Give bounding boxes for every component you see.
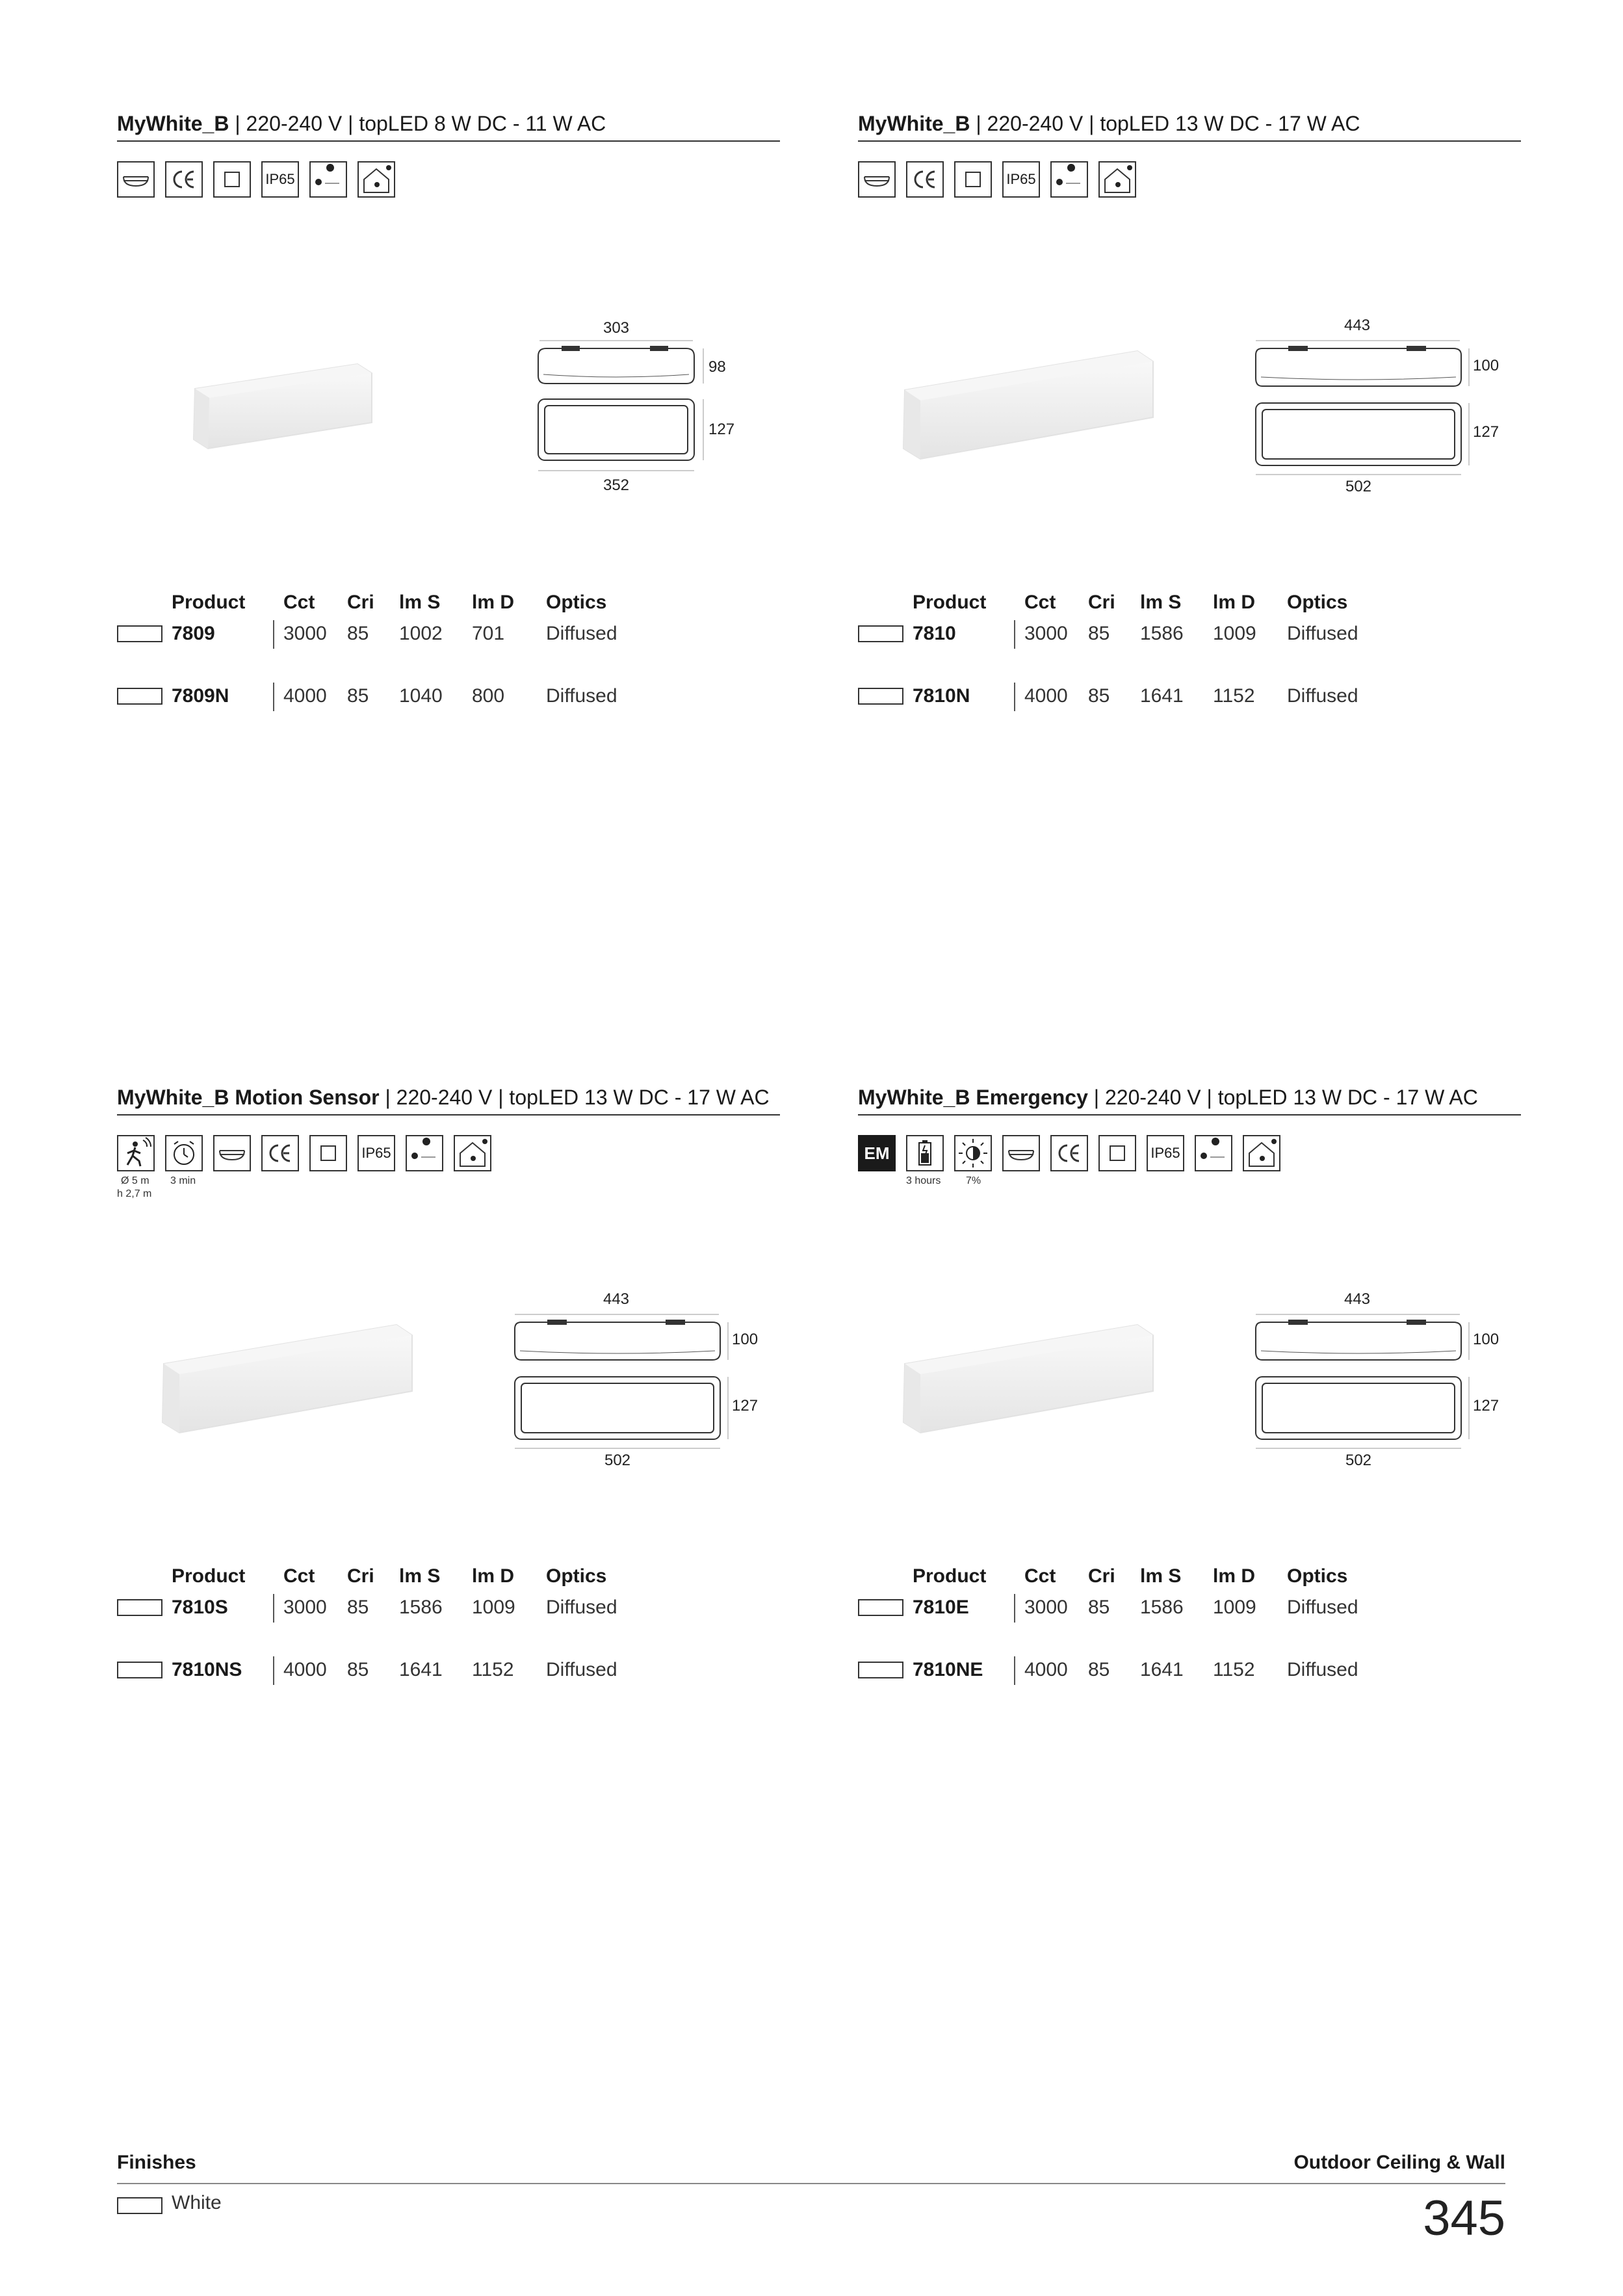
ce-mark-icon: [165, 161, 203, 198]
optics-value: Diffused: [1287, 623, 1358, 644]
header-lm-s: lm S: [399, 1565, 441, 1587]
dim-front-height: 100: [732, 1331, 759, 1348]
class-ii-icon: [213, 161, 251, 198]
dim-front-height: 98: [708, 358, 726, 376]
table-row: [117, 1593, 702, 1625]
battery-duration-caption: 3 hours: [906, 1175, 941, 1186]
product-photo: [890, 345, 1163, 475]
battery-icon: [906, 1135, 944, 1171]
ceiling-mount-icon: [117, 161, 155, 198]
divider: [1014, 1656, 1015, 1685]
class-ii-icon: [1098, 1135, 1136, 1171]
header-optics: Optics: [1287, 592, 1348, 613]
footer-divider: [117, 2183, 1505, 2184]
cct-value: 4000: [1024, 1659, 1068, 1680]
dim-bottom-width: 502: [1345, 1452, 1372, 1469]
cri-value: 85: [1088, 623, 1110, 644]
finishes-label: Finishes: [117, 2152, 196, 2173]
product-photo: [182, 358, 383, 462]
cri-value: 85: [347, 1659, 369, 1680]
section-title: MyWhite_B | 220-240 V | topLED 8 W DC - 11 W AC: [117, 111, 780, 142]
divider: [273, 1656, 274, 1685]
finish-swatch: [858, 1599, 903, 1616]
header-cct: Cct: [1024, 1565, 1056, 1587]
lm-s-value: 1641: [1140, 1659, 1184, 1680]
dim-bottom-height: 127: [708, 421, 735, 438]
lm-s-value: 1641: [1140, 685, 1184, 707]
cri-value: 85: [1088, 685, 1110, 707]
table-row: [117, 681, 702, 714]
optics-value: Diffused: [546, 1597, 617, 1618]
ik-rating-icon: [1195, 1135, 1232, 1171]
optics-value: Diffused: [546, 1659, 617, 1680]
lm-d-value: 1009: [1213, 623, 1256, 644]
header-product: Product: [913, 592, 987, 613]
divider: [273, 620, 274, 649]
finish-swatch: [858, 625, 903, 642]
timer-caption: 3 min: [170, 1175, 196, 1186]
section-title: MyWhite_B Emergency | 220-240 V | topLED 13 W DC - 17 W AC: [858, 1084, 1521, 1115]
divider: [1014, 620, 1015, 649]
cct-value: 4000: [283, 685, 327, 707]
ip65-icon: IP65: [261, 161, 299, 198]
dim-bottom-width: 502: [604, 1452, 631, 1469]
cri-value: 85: [1088, 1597, 1110, 1618]
ceiling-mount-icon: [858, 161, 896, 198]
dimension-drawing: [500, 1286, 760, 1481]
header-cct: Cct: [1024, 592, 1056, 613]
optics-value: Diffused: [1287, 1659, 1358, 1680]
divider: [1014, 683, 1015, 711]
cri-value: 85: [347, 623, 369, 644]
product-table: [117, 592, 702, 722]
outdoor-house-icon: [454, 1135, 491, 1171]
product-table: [117, 1565, 702, 1695]
lm-s-value: 1586: [1140, 623, 1184, 644]
divider: [1014, 1594, 1015, 1623]
table-row: [858, 619, 1443, 651]
cct-value: 3000: [1024, 623, 1068, 644]
header-cri: Cri: [347, 592, 374, 613]
finish-swatch: [117, 625, 162, 642]
ik-rating-icon: [406, 1135, 443, 1171]
dimension-drawing: [1241, 1286, 1501, 1481]
dim-top-width: 443: [1344, 1290, 1371, 1308]
lm-d-value: 1009: [472, 1597, 515, 1618]
emergency-em-icon: EM: [858, 1135, 896, 1171]
category-label: Outdoor Ceiling & Wall: [1293, 2152, 1505, 2173]
product-photo: [149, 1318, 422, 1448]
table-row: [858, 681, 1443, 714]
header-lm-d: lm D: [472, 1565, 515, 1587]
lm-s-value: 1586: [1140, 1597, 1184, 1618]
product-code: 7810S: [172, 1597, 228, 1618]
section-title: MyWhite_B Motion Sensor | 220-240 V | topLED 13 W DC - 17 W AC: [117, 1084, 780, 1115]
ceiling-mount-icon: [1002, 1135, 1040, 1171]
cct-value: 4000: [1024, 685, 1068, 707]
ce-mark-icon: [1050, 1135, 1088, 1171]
product-code: 7810N: [913, 685, 970, 707]
header-optics: Optics: [546, 592, 607, 613]
header-lm-s: lm S: [1140, 1565, 1182, 1587]
outdoor-house-icon: [1098, 161, 1136, 198]
header-optics: Optics: [546, 1565, 607, 1587]
product-code: 7810NS: [172, 1659, 242, 1680]
page-number: 345: [1423, 2191, 1505, 2246]
finish-swatch: [117, 1662, 162, 1678]
header-product: Product: [172, 592, 246, 613]
table-row: [117, 619, 702, 651]
finish-swatch: [858, 1662, 903, 1678]
lm-s-value: 1040: [399, 685, 443, 707]
class-ii-icon: [309, 1135, 347, 1171]
dimension-drawing: [526, 312, 735, 507]
cct-value: 4000: [283, 1659, 327, 1680]
ip65-icon: IP65: [357, 1135, 395, 1171]
optics-value: Diffused: [546, 685, 617, 707]
dim-bottom-height: 127: [732, 1397, 759, 1415]
outdoor-house-icon: [1243, 1135, 1280, 1171]
divider: [273, 1594, 274, 1623]
finish-swatch: [117, 688, 162, 705]
table-row: [117, 1655, 702, 1688]
lm-s-value: 1002: [399, 623, 443, 644]
optics-value: Diffused: [546, 623, 617, 644]
header-cri: Cri: [347, 1565, 374, 1587]
lm-d-value: 1009: [1213, 1597, 1256, 1618]
lm-d-value: 701: [472, 623, 505, 644]
divider: [273, 683, 274, 711]
lm-s-value: 1641: [399, 1659, 443, 1680]
class-ii-icon: [954, 161, 992, 198]
finish-swatch: [858, 688, 903, 705]
ik-rating-icon: [309, 161, 347, 198]
header-lm-d: lm D: [1213, 592, 1256, 613]
lm-d-value: 800: [472, 685, 505, 707]
dim-top-width: 443: [603, 1290, 630, 1308]
header-lm-d: lm D: [472, 592, 515, 613]
ip65-icon: IP65: [1147, 1135, 1184, 1171]
product-code: 7810NE: [913, 1659, 983, 1680]
product-table: [858, 592, 1443, 722]
dim-top-width: 303: [603, 319, 630, 337]
table-row: [858, 1655, 1443, 1688]
dim-bottom-width: 352: [603, 476, 630, 494]
cct-value: 3000: [1024, 1597, 1068, 1618]
lm-d-value: 1152: [472, 1659, 514, 1680]
ce-mark-icon: [261, 1135, 299, 1171]
product-table: [858, 1565, 1443, 1695]
header-cri: Cri: [1088, 592, 1115, 613]
dim-bottom-height: 127: [1473, 1397, 1500, 1415]
ik-rating-icon: [1050, 161, 1088, 198]
product-photo: [890, 1318, 1163, 1448]
sensor-range-caption: Ø 5 m: [121, 1175, 149, 1186]
finish-swatch: [117, 1599, 162, 1616]
cri-value: 85: [1088, 1659, 1110, 1680]
cri-value: 85: [347, 685, 369, 707]
header-product: Product: [913, 1565, 987, 1587]
header-lm-s: lm S: [1140, 592, 1182, 613]
timer-icon: [165, 1135, 203, 1171]
dim-bottom-height: 127: [1473, 423, 1500, 441]
finish-white-label: White: [172, 2192, 222, 2213]
dimmed-level-caption: 7%: [966, 1175, 981, 1186]
header-lm-d: lm D: [1213, 1565, 1256, 1587]
dim-top-width: 443: [1344, 317, 1371, 334]
product-code: 7809N: [172, 685, 229, 707]
product-code: 7810: [913, 623, 956, 644]
product-code: 7809: [172, 623, 215, 644]
optics-value: Diffused: [1287, 1597, 1358, 1618]
cct-value: 3000: [283, 1597, 327, 1618]
outdoor-house-icon: [357, 161, 395, 198]
ce-mark-icon: [906, 161, 944, 198]
ip65-icon: IP65: [1002, 161, 1040, 198]
cct-value: 3000: [283, 623, 327, 644]
lm-s-value: 1586: [399, 1597, 443, 1618]
lm-d-value: 1152: [1213, 1659, 1255, 1680]
section-title: MyWhite_B | 220-240 V | topLED 13 W DC - 17 W AC: [858, 111, 1521, 142]
header-optics: Optics: [1287, 1565, 1348, 1587]
dim-bottom-width: 502: [1345, 478, 1372, 495]
motion-sensor-icon: [117, 1135, 155, 1171]
dimension-drawing: [1241, 312, 1501, 507]
header-product: Product: [172, 1565, 246, 1587]
header-cri: Cri: [1088, 1565, 1115, 1587]
dim-front-height: 100: [1473, 357, 1500, 374]
dimmed-light-icon: [954, 1135, 992, 1171]
ceiling-mount-icon: [213, 1135, 251, 1171]
header-cct: Cct: [283, 592, 315, 613]
finish-white-swatch: [117, 2197, 162, 2214]
lm-d-value: 1152: [1213, 685, 1255, 707]
table-row: [858, 1593, 1443, 1625]
sensor-height-caption: h 2,7 m: [117, 1188, 152, 1199]
product-code: 7810E: [913, 1597, 969, 1618]
header-cct: Cct: [283, 1565, 315, 1587]
header-lm-s: lm S: [399, 592, 441, 613]
cri-value: 85: [347, 1597, 369, 1618]
dim-front-height: 100: [1473, 1331, 1500, 1348]
optics-value: Diffused: [1287, 685, 1358, 707]
